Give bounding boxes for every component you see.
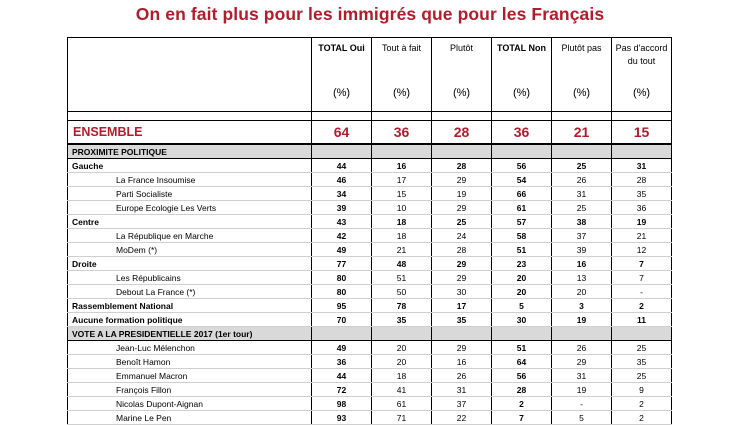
row-value: 5 xyxy=(492,299,552,313)
table-row xyxy=(68,285,672,299)
row-value: 31 xyxy=(432,383,492,397)
row-value: 29 xyxy=(432,173,492,187)
row-value: 24 xyxy=(432,229,492,243)
row-value: 35 xyxy=(432,313,492,327)
row-value: 2 xyxy=(612,299,672,313)
row-value: 95 xyxy=(312,299,372,313)
table-row xyxy=(68,271,672,285)
row-value: 49 xyxy=(312,341,372,355)
spacer-cell xyxy=(312,112,372,121)
table-row xyxy=(68,201,672,215)
row-label: Les Républicains xyxy=(68,271,312,285)
row-value: 18 xyxy=(372,215,432,229)
section-cell xyxy=(552,327,612,341)
row-label: Parti Socialiste xyxy=(68,187,312,201)
row-value: 19 xyxy=(552,383,612,397)
row-label: François Fillon xyxy=(68,383,312,397)
ensemble-value: 21 xyxy=(552,121,612,145)
header-row xyxy=(68,38,672,112)
row-value: 64 xyxy=(492,355,552,369)
table-row xyxy=(68,187,672,201)
column-header-label: Plutôt pas xyxy=(561,43,602,53)
column-unit: (%) xyxy=(332,87,351,99)
section-cell xyxy=(612,144,672,159)
row-value: 34 xyxy=(312,187,372,201)
row-label: Nicolas Dupont-Aignan xyxy=(68,397,312,411)
row-label: Rassemblement National xyxy=(68,299,312,313)
table-row xyxy=(68,369,672,383)
row-value: 31 xyxy=(552,369,612,383)
row-value: 98 xyxy=(312,397,372,411)
table-row xyxy=(68,341,672,355)
row-value: 78 xyxy=(372,299,432,313)
row-value: 44 xyxy=(312,369,372,383)
row-value: 49 xyxy=(312,243,372,257)
row-value: 16 xyxy=(372,159,432,173)
table-row xyxy=(68,355,672,369)
table-row xyxy=(68,411,672,425)
column-header xyxy=(492,38,552,112)
section-vote xyxy=(68,327,672,341)
page-title: On en fait plus pour les immigrés que pour les Français xyxy=(135,4,605,24)
table-row xyxy=(68,257,672,271)
row-label: Benoît Hamon xyxy=(68,355,312,369)
row-value: 25 xyxy=(612,341,672,355)
row-value: 21 xyxy=(372,243,432,257)
row-value: 25 xyxy=(432,215,492,229)
row-value: 42 xyxy=(312,229,372,243)
section-title: VOTE A LA PRESIDENTIELLE 2017 (1er tour) xyxy=(68,327,312,341)
row-value: 18 xyxy=(372,369,432,383)
section-cell xyxy=(552,144,612,159)
row-value: 48 xyxy=(372,257,432,271)
column-header xyxy=(432,38,492,112)
row-value: 80 xyxy=(312,271,372,285)
column-header-label: Tout à fait xyxy=(381,43,422,53)
row-value: 19 xyxy=(432,187,492,201)
ensemble-value: 64 xyxy=(312,121,372,145)
table-row xyxy=(68,299,672,313)
row-value: 28 xyxy=(612,173,672,187)
row-label: Droite xyxy=(68,257,312,271)
column-header xyxy=(612,38,672,112)
row-value: 30 xyxy=(432,285,492,299)
header-empty-cell xyxy=(68,38,312,112)
row-value: - xyxy=(552,397,612,411)
row-value: 5 xyxy=(552,411,612,425)
ensemble-row xyxy=(68,121,672,145)
row-value: 41 xyxy=(372,383,432,397)
ensemble-value: 36 xyxy=(492,121,552,145)
column-header-label: TOTAL Oui xyxy=(318,43,365,53)
spacer-cell xyxy=(492,112,552,121)
row-value: 16 xyxy=(552,257,612,271)
row-value: 46 xyxy=(312,173,372,187)
row-value: 35 xyxy=(372,313,432,327)
row-value: 20 xyxy=(492,271,552,285)
section-cell xyxy=(312,327,372,341)
row-value: 26 xyxy=(552,173,612,187)
results-table-container xyxy=(67,37,671,423)
row-label: Jean-Luc Mélenchon xyxy=(68,341,312,355)
row-value: 43 xyxy=(312,215,372,229)
row-value: 3 xyxy=(552,299,612,313)
row-value: 36 xyxy=(312,355,372,369)
row-value: 2 xyxy=(612,411,672,425)
row-value: 93 xyxy=(312,411,372,425)
column-header-label: TOTAL Non xyxy=(497,43,546,53)
row-value: 22 xyxy=(432,411,492,425)
column-header xyxy=(552,38,612,112)
column-unit: (%) xyxy=(512,87,531,99)
row-value: 13 xyxy=(552,271,612,285)
row-value: 35 xyxy=(612,355,672,369)
ensemble-value: 15 xyxy=(612,121,672,145)
row-label: Debout La France (*) xyxy=(68,285,312,299)
section-cell xyxy=(372,327,432,341)
row-value: 39 xyxy=(312,201,372,215)
table-row xyxy=(68,159,672,173)
column-unit: (%) xyxy=(632,87,651,99)
row-value: 28 xyxy=(432,243,492,257)
row-value: 56 xyxy=(492,369,552,383)
row-value: 29 xyxy=(432,271,492,285)
row-value: 25 xyxy=(612,369,672,383)
row-value: 70 xyxy=(312,313,372,327)
column-header-label: Plutôt xyxy=(449,43,473,53)
row-label: Aucune formation politique xyxy=(68,313,312,327)
row-value: 7 xyxy=(612,271,672,285)
row-value: 21 xyxy=(612,229,672,243)
row-value: 11 xyxy=(612,313,672,327)
row-value: 61 xyxy=(372,397,432,411)
column-unit: (%) xyxy=(452,87,471,99)
row-value: 26 xyxy=(432,369,492,383)
row-value: 56 xyxy=(492,159,552,173)
section-cell xyxy=(432,327,492,341)
results-table xyxy=(67,37,672,425)
row-value: 77 xyxy=(312,257,372,271)
row-value: 26 xyxy=(552,341,612,355)
spacer-cell xyxy=(432,112,492,121)
row-value: 44 xyxy=(312,159,372,173)
row-value: 29 xyxy=(432,341,492,355)
row-value: 20 xyxy=(492,285,552,299)
row-value: 31 xyxy=(552,187,612,201)
section-cell xyxy=(612,327,672,341)
row-label: Centre xyxy=(68,215,312,229)
row-value: 19 xyxy=(552,313,612,327)
row-value: 51 xyxy=(372,271,432,285)
row-value: 80 xyxy=(312,285,372,299)
row-value: 20 xyxy=(372,355,432,369)
row-value: 51 xyxy=(492,341,552,355)
row-label: Marine Le Pen xyxy=(68,411,312,425)
row-value: 17 xyxy=(432,299,492,313)
row-value: 19 xyxy=(612,215,672,229)
section-cell xyxy=(492,144,552,159)
ensemble-value: 36 xyxy=(372,121,432,145)
column-header xyxy=(312,38,372,112)
spacer-row xyxy=(68,112,672,121)
row-label: Gauche xyxy=(68,159,312,173)
row-value: 17 xyxy=(372,173,432,187)
table-row xyxy=(68,397,672,411)
row-value: - xyxy=(612,285,672,299)
row-value: 2 xyxy=(492,397,552,411)
section-cell xyxy=(312,144,372,159)
ensemble-value: 28 xyxy=(432,121,492,145)
row-value: 35 xyxy=(612,187,672,201)
row-value: 15 xyxy=(372,187,432,201)
row-value: 39 xyxy=(552,243,612,257)
row-label: Emmanuel Macron xyxy=(68,369,312,383)
row-value: 50 xyxy=(372,285,432,299)
row-value: 71 xyxy=(372,411,432,425)
row-value: 36 xyxy=(612,201,672,215)
row-value: 29 xyxy=(432,257,492,271)
section-cell xyxy=(492,327,552,341)
column-unit: (%) xyxy=(392,87,411,99)
table-row xyxy=(68,229,672,243)
row-value: 20 xyxy=(372,341,432,355)
table-row xyxy=(68,215,672,229)
table-row xyxy=(68,383,672,397)
row-value: 7 xyxy=(612,257,672,271)
row-value: 58 xyxy=(492,229,552,243)
row-value: 30 xyxy=(492,313,552,327)
column-header xyxy=(372,38,432,112)
row-value: 37 xyxy=(552,229,612,243)
row-value: 7 xyxy=(492,411,552,425)
section-title: PROXIMITE POLITIQUE xyxy=(68,144,312,159)
row-value: 37 xyxy=(432,397,492,411)
row-value: 28 xyxy=(492,383,552,397)
row-value: 29 xyxy=(432,201,492,215)
row-value: 18 xyxy=(372,229,432,243)
row-value: 66 xyxy=(492,187,552,201)
ensemble-label: ENSEMBLE xyxy=(68,121,312,145)
row-value: 51 xyxy=(492,243,552,257)
row-value: 20 xyxy=(552,285,612,299)
section-proximite xyxy=(68,144,672,159)
row-value: 31 xyxy=(612,159,672,173)
row-value: 57 xyxy=(492,215,552,229)
spacer-cell xyxy=(552,112,612,121)
table-row xyxy=(68,313,672,327)
row-value: 28 xyxy=(432,159,492,173)
row-value: 61 xyxy=(492,201,552,215)
row-value: 29 xyxy=(552,355,612,369)
section-cell xyxy=(432,144,492,159)
row-value: 12 xyxy=(612,243,672,257)
section-cell xyxy=(372,144,432,159)
row-value: 9 xyxy=(612,383,672,397)
row-label: MoDem (*) xyxy=(68,243,312,257)
row-label: Europe Ecologie Les Verts xyxy=(68,201,312,215)
spacer-cell xyxy=(372,112,432,121)
table-row xyxy=(68,173,672,187)
row-label: La France Insoumise xyxy=(68,173,312,187)
row-value: 16 xyxy=(432,355,492,369)
row-value: 25 xyxy=(552,201,612,215)
row-label: La République en Marche xyxy=(68,229,312,243)
row-value: 72 xyxy=(312,383,372,397)
column-header-label: Pas d'accord du tout xyxy=(615,43,668,66)
row-value: 10 xyxy=(372,201,432,215)
spacer-cell xyxy=(68,112,312,121)
row-value: 54 xyxy=(492,173,552,187)
row-value: 2 xyxy=(612,397,672,411)
row-value: 25 xyxy=(552,159,612,173)
row-value: 23 xyxy=(492,257,552,271)
spacer-cell xyxy=(612,112,672,121)
table-row xyxy=(68,243,672,257)
column-unit: (%) xyxy=(572,87,591,99)
row-value: 38 xyxy=(552,215,612,229)
